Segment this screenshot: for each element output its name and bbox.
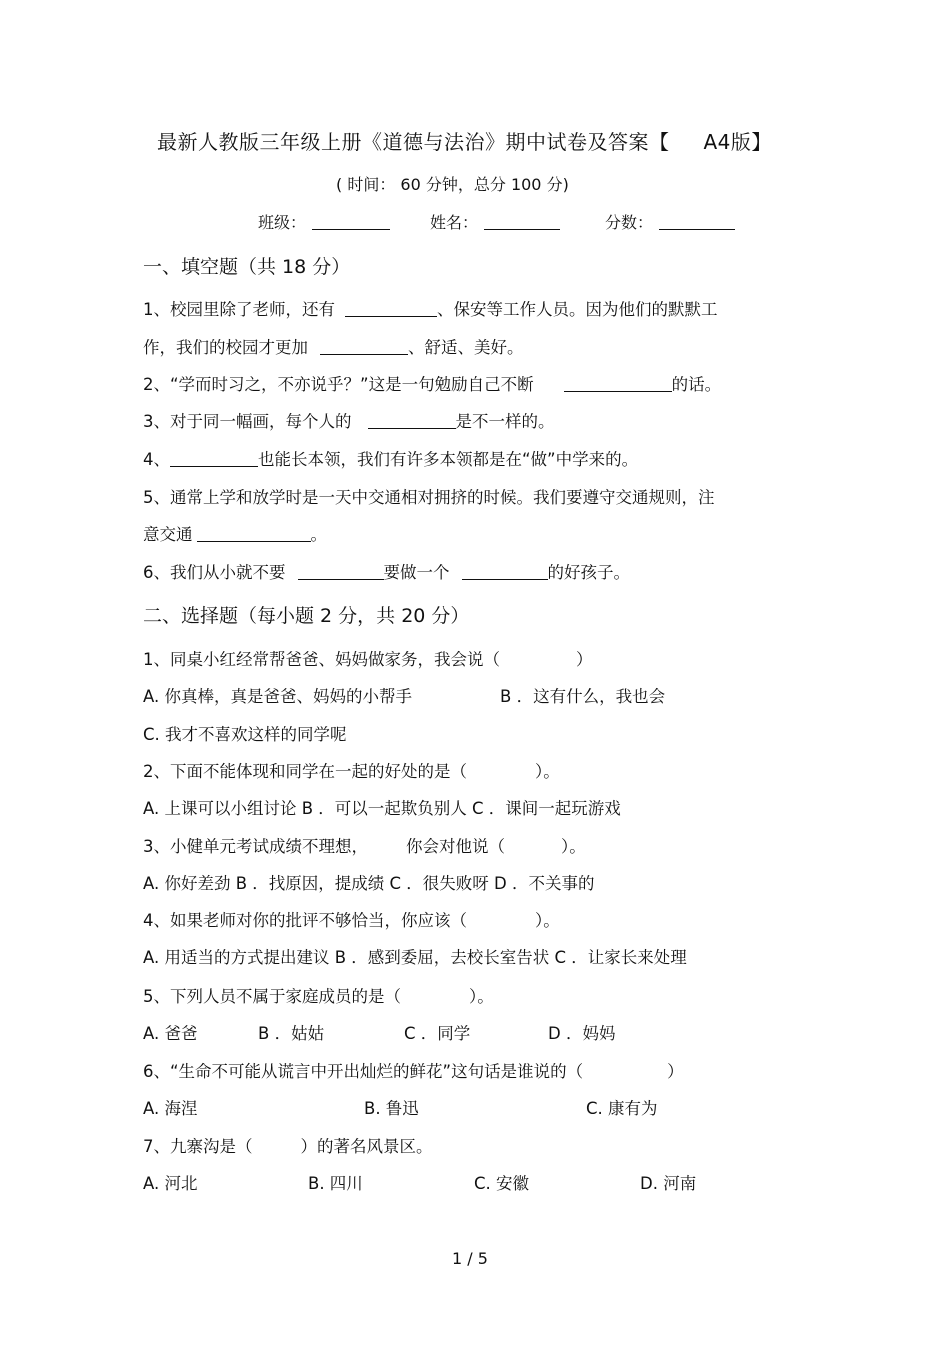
question-text: 的话。 <box>671 375 722 394</box>
question-text: 1、校园里除了老师，还有 <box>143 300 335 319</box>
fill-question-2 <box>143 377 721 394</box>
choice-question-2 <box>143 764 560 781</box>
choice-question-4 <box>143 913 560 930</box>
question-text: 、舒适、美好。 <box>408 338 524 357</box>
choice-question-5 <box>143 989 494 1006</box>
choice-question-6 <box>143 1064 684 1081</box>
question-text: 4、 <box>143 450 170 469</box>
choice-option-1a[interactable]: A. 你真棒，真是爸爸、妈妈的小帮手 <box>143 687 412 706</box>
fill-question-6 <box>143 565 630 582</box>
fill-question-5-line2 <box>143 527 327 544</box>
question-text: 也能长本领，我们有许多本领都是在“做”中学来的。 <box>258 450 639 469</box>
choice-option-7c[interactable]: C. 安徽 <box>474 1174 530 1193</box>
section1-heading: 一、填空题（共 18 分） <box>143 256 351 278</box>
score-field <box>605 215 735 231</box>
answer-blank[interactable] <box>170 465 258 467</box>
choice-option-5a[interactable]: A. 爸爸 <box>143 1024 198 1043</box>
choice-option-7a[interactable]: A. 河北 <box>143 1174 198 1193</box>
answer-bracket[interactable]: ） <box>576 650 593 669</box>
answer-bracket[interactable]: ）。 <box>535 911 560 930</box>
answer-bracket[interactable]: ） <box>667 1062 684 1081</box>
class-field <box>258 215 390 231</box>
name-blank[interactable] <box>484 228 560 230</box>
class-label: 班级： <box>258 213 307 232</box>
choice-option-5d[interactable]: D ．妈妈 <box>548 1024 616 1043</box>
choice-question-3 <box>143 839 586 856</box>
question-text: 要做一个 <box>383 563 450 582</box>
answer-blank[interactable] <box>368 427 456 429</box>
question-text: 5、下列人员不属于家庭成员的是（ <box>143 987 401 1006</box>
choice-options-3[interactable]: A. 你好差劲 B ．找原因，提成绩 C ．很失败呀 D ．不关事的 <box>143 874 595 893</box>
question-text: 2、“学而时习之，不亦说乎？”这是一句勉励自己不断 <box>143 375 534 394</box>
answer-blank[interactable] <box>345 315 437 317</box>
class-blank[interactable] <box>312 228 390 230</box>
question-text: 4、如果老师对你的批评不够恰当，你应该（ <box>143 911 467 930</box>
fill-question-1-line2 <box>143 340 524 357</box>
question-text: 6、“生命不可能从谎言中开出灿烂的鲜花”这句话是谁说的（ <box>143 1062 584 1081</box>
question-text: 。 <box>310 525 327 544</box>
question-text: 是不一样的。 <box>455 412 555 431</box>
answer-bracket[interactable]: ）。 <box>561 837 586 856</box>
choice-question-7 <box>143 1139 433 1156</box>
choice-option-6a[interactable]: A. 海涅 <box>143 1099 198 1118</box>
question-text: 6、我们从小就不要 <box>143 563 286 582</box>
choice-options-2[interactable]: A. 上课可以小组讨论 B ．可以一起欺负别人 C ．课间一起玩游戏 <box>143 799 621 818</box>
question-text: 、保安等工作人员。因为他们的默默工 <box>437 300 718 319</box>
question-text: 你会对他说（ <box>406 837 505 856</box>
choice-options-4[interactable]: A. 用适当的方式提出建议 B ．感到委屈，去校长室告状 C ．让家长来处理 <box>143 948 687 967</box>
question-text: 作，我们的校园才更加 <box>143 338 308 357</box>
fill-question-4 <box>143 452 638 469</box>
question-text: 意交通 <box>143 525 193 544</box>
name-field <box>430 215 560 231</box>
answer-blank[interactable] <box>320 353 408 355</box>
fill-question-1-line1 <box>143 302 718 319</box>
fill-question-5-line1: 5、通常上学和放学时是一天中交通相对拥挤的时候。我们要遵守交通规则，注 <box>143 488 715 507</box>
answer-blank[interactable] <box>564 390 672 392</box>
question-text: 3、小健单元考试成绩不理想， <box>143 837 368 856</box>
answer-blank[interactable] <box>197 540 311 542</box>
question-text: 3、对于同一幅画，每个人的 <box>143 412 352 431</box>
choice-question-1 <box>143 652 593 669</box>
score-blank[interactable] <box>659 228 735 230</box>
title-tail: A4版】 <box>703 130 772 154</box>
question-text: 2、下面不能体现和同学在一起的好处的是（ <box>143 762 467 781</box>
answer-blank[interactable] <box>462 578 548 580</box>
question-text: ）的著名风景区。 <box>300 1137 433 1156</box>
answer-bracket[interactable]: ）。 <box>469 987 494 1006</box>
section2-heading: 二、选择题（每小题 2 分，共 20 分） <box>143 605 470 627</box>
exam-subtitle: ( 时间： 60 分钟，总分 100 分) <box>336 175 569 194</box>
choice-option-6b[interactable]: B. 鲁迅 <box>364 1099 419 1118</box>
choice-option-7b[interactable]: B. 四川 <box>308 1174 363 1193</box>
title-main: 最新人教版三年级上册《道德与法治》期中试卷及答案【 <box>157 130 670 154</box>
choice-option-1c[interactable]: C. 我才不喜欢这样的同学呢 <box>143 725 347 744</box>
choice-option-5c[interactable]: C ．同学 <box>404 1024 471 1043</box>
question-text: 的好孩子。 <box>547 563 630 582</box>
question-text: 1、同桌小红经常帮爸爸、妈妈做家务，我会说（ <box>143 650 500 669</box>
name-label: 姓名： <box>430 213 479 232</box>
question-text: 7、九寨沟是（ <box>143 1137 253 1156</box>
answer-bracket[interactable]: ）。 <box>535 762 560 781</box>
choice-option-1b[interactable]: B ．这有什么，我也会 <box>500 687 666 706</box>
choice-option-6c[interactable]: C. 康有为 <box>586 1099 658 1118</box>
choice-option-5b[interactable]: B ．姑姑 <box>258 1024 325 1043</box>
page-number: 1 / 5 <box>452 1249 488 1268</box>
score-label: 分数： <box>605 213 654 232</box>
page-title <box>157 132 772 152</box>
choice-option-7d[interactable]: D. 河南 <box>640 1174 697 1193</box>
answer-blank[interactable] <box>298 578 384 580</box>
fill-question-3 <box>143 414 555 431</box>
